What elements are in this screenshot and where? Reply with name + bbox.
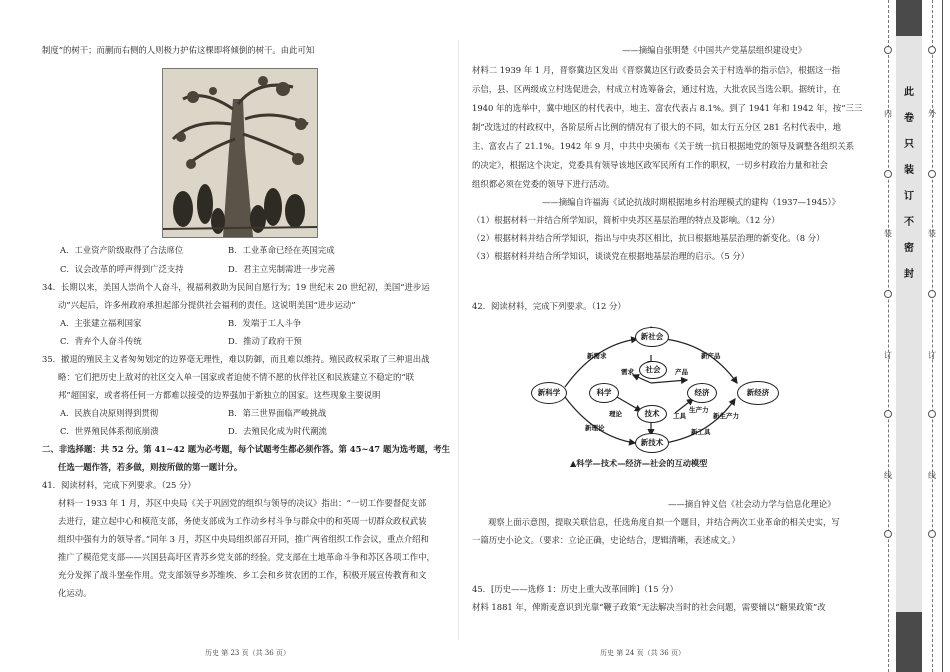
seal-char: 订 bbox=[904, 191, 914, 202]
label-new-demand: 新需求 bbox=[587, 352, 607, 360]
q35-line-3: 邦”超国家，或者将任何一方都难以接受的边界强加于新独立的国家。这些现象主要说明 bbox=[58, 390, 381, 400]
seal-char: 封 bbox=[904, 269, 914, 280]
binding-hole bbox=[928, 46, 936, 54]
label-productivity: 生产力 bbox=[689, 406, 709, 414]
node-new-science: 新科学 bbox=[531, 382, 567, 404]
seal-band-bottom-block bbox=[896, 612, 922, 672]
q35-option-b[interactable]: B．第三世界面临严峻挑战 bbox=[228, 408, 327, 418]
page-divider bbox=[458, 40, 459, 640]
q41-req-2: （2）根据材料并结合所学知识，指出与中央苏区相比，抗日根据地基层治理的新变化。（8 分） bbox=[472, 233, 825, 243]
source-3: ——摘自钟义信《社会动力学与信息化理论》 bbox=[668, 499, 836, 509]
outer-label: 装 bbox=[928, 229, 936, 238]
q33-option-b[interactable]: B．工业革命已经在英国完成 bbox=[228, 245, 335, 255]
q33-option-c[interactable]: C．议会改革的呼声得到广泛支持 bbox=[60, 264, 184, 274]
outer-label: 线 bbox=[928, 471, 936, 480]
q42-text-line-1: 观察上面示意图，提取关联信息，任选角度自拟一个题目，并结合两次工业革命的相关史实，写 bbox=[488, 517, 840, 527]
label-theory: 理论 bbox=[609, 410, 622, 418]
q41-req-3: （3）根据材料并结合所学知识，谈谈党在根据地基层治理的启示。（5 分） bbox=[472, 251, 750, 261]
q33-option-a[interactable]: A．工业资产阶级取得了合法席位 bbox=[60, 245, 184, 255]
node-new-technology: 新技术 bbox=[635, 433, 669, 453]
outer-dashed-line bbox=[932, 0, 933, 672]
material2-line-3: 1940 年的选举中，冀中地区的村代表中，地主、富农代表占 8.1%。到了 1941 年和 1942 年，按“三三 bbox=[472, 103, 863, 113]
q41-material1-line-2: 去进行，建立起中心和模范支部，务使支部成为工作动乡村斗争与群众中的和英周一切群众政权武装 bbox=[58, 516, 427, 526]
label-new-productivity: 新生产力 bbox=[713, 412, 739, 420]
inner-label: 装 bbox=[884, 229, 892, 238]
q42-intro: 42．阅读材料，完成下列要求。（12 分） bbox=[472, 301, 626, 311]
woodcut-drawing bbox=[163, 69, 317, 237]
part2-heading-line-1: 二、非选择题：共 52 分。第 41~42 题为必考题，每个试题考生都必须作答。第 45~47 题为选考题，考生 bbox=[42, 444, 451, 454]
material2-line-6: 的决定》，根据这个决定，党委具有领导该地区政军民所有工作的职权，一切乡村政治力量和社会 bbox=[472, 160, 828, 170]
q34-option-b[interactable]: B．发端于工人斗争 bbox=[228, 318, 302, 328]
binding-hole bbox=[884, 530, 892, 538]
node-technology: 技术 bbox=[637, 405, 667, 423]
seal-char: 装 bbox=[904, 165, 914, 176]
woodcut-illustration bbox=[162, 68, 318, 238]
seal-char: 只 bbox=[904, 139, 914, 150]
q35-line-1: 35．撤退的殖民主义者匆匆划定的边界毫无理性，难以防御，而且难以维持。殖民政权采取了三种退出战 bbox=[42, 354, 430, 364]
label-product: 产品 bbox=[675, 368, 688, 376]
right-edge-line bbox=[942, 0, 943, 672]
q33-stem-end: 制度”的树干；而蒯而右侧的人则极力护佑这棵即将倾倒的树干。由此可知 bbox=[42, 45, 315, 55]
q41-material1-line-6: 化运动。 bbox=[58, 588, 92, 598]
outer-label: 订 bbox=[928, 351, 936, 360]
node-new-society: 新社会 bbox=[635, 327, 669, 347]
binding-hole bbox=[884, 290, 892, 298]
q41-intro: 41．阅读材料，完成下列要求。（25 分） bbox=[42, 480, 196, 490]
label-new-theory: 新理论 bbox=[585, 424, 605, 432]
part2-heading-line-2: 任选一题作答，若多做，则按所做的第一题计分。 bbox=[58, 462, 243, 472]
q41-material1-line-3: 组织中强有力的领导者。”同年 3 月，苏区中央局组织部召开同，推广两省组织工作会议，重点介绍和 bbox=[58, 534, 429, 544]
diagram-caption: ▲科学—技术—经济—社会的互动模型 bbox=[570, 458, 708, 468]
node-society: 社会 bbox=[639, 361, 667, 379]
q41-material1-line-5: 充分发挥了战斗堡垒作用。党支部领导乡苏维埃、乡工会和乡贫农团的工作，积极开展宣传教育和文 bbox=[58, 570, 427, 580]
label-new-tool: 新工具 bbox=[691, 428, 711, 436]
q35-option-a[interactable]: A．民族自决原则得到贯彻 bbox=[60, 408, 159, 418]
label-tool: 工具 bbox=[673, 412, 686, 420]
node-science: 科学 bbox=[589, 383, 619, 403]
footer-right: 历史 第 24 页（共 36 页） bbox=[600, 649, 685, 657]
source-1: ——摘编自张明楚《中国共产党基层组织建设史》 bbox=[622, 45, 807, 55]
label-new-product: 新产品 bbox=[701, 352, 721, 360]
source-2: ——摘编自许福海《试论抗战时期根据地乡村治理模式的建构（1937—1945）》 bbox=[542, 197, 841, 207]
material2-line-7: 组织都必须在党委的领导下进行活动。 bbox=[472, 179, 615, 189]
q45-title: 45．[历史——选修 1：历史上重大改革回眸]（15 分） bbox=[472, 584, 678, 594]
material2-line-4: 制”改选过的村政权中，各阶层所占比例的情况有了很大的不同，如太行五分区 281 名村代表中，地 bbox=[472, 122, 841, 132]
q33-option-d[interactable]: D．君主立宪制需进一步完善 bbox=[228, 264, 336, 274]
q41-material1-line-4: 推广了模范党支部——兴国县高圩区青苏乡党支部的经验。党支部在土地革命斗争和苏区各项工作中， bbox=[58, 552, 435, 562]
q34-line-1: 34．长期以来，美国人崇尚个人奋斗，视福利救助为民间自愿行为；19 世纪末 20 世纪初，美国“进步运 bbox=[42, 282, 430, 292]
binding-hole bbox=[928, 530, 936, 538]
q35-option-d[interactable]: D．去殖民化成为时代潮流 bbox=[228, 426, 327, 436]
binding-hole bbox=[928, 410, 936, 418]
binding-hole bbox=[884, 170, 892, 178]
q35-line-2: 略：它们把历史上敌对的社区交入单一国家或者迫使不情不愿的伙伴社区和民族建立不稳定的“联 bbox=[58, 372, 415, 382]
seal-char: 此 bbox=[904, 87, 914, 98]
q41-material1-line-1: 材料一 1933 年 1 月，苏区中央局《关于巩固党的组织与领导的决议》指出：“一切工作要督促支部 bbox=[58, 498, 427, 508]
seal-notice bbox=[896, 80, 922, 288]
footer-left: 历史 第 23 页（共 36 页） bbox=[205, 649, 290, 657]
q34-option-a[interactable]: A．主张建立福利国家 bbox=[60, 318, 142, 328]
binding-hole bbox=[884, 46, 892, 54]
q34-option-c[interactable]: C．背弃个人奋斗传统 bbox=[60, 336, 142, 346]
inner-dashed-line bbox=[888, 0, 889, 672]
seal-char: 卷 bbox=[904, 113, 914, 124]
material2-line-5: 主、富农占了 21.1%。1942 年 9 月，中共中央颁布《关于统一抗日根据地党的领导及调整各组织关系 bbox=[472, 141, 855, 151]
binding-hole bbox=[928, 170, 936, 178]
inner-label: 订 bbox=[884, 351, 892, 360]
inner-label: 线 bbox=[884, 471, 892, 480]
seal-char: 密 bbox=[904, 243, 914, 254]
material2-line-1: 材料二 1939 年 1 月，晋察冀边区发出《晋察冀边区行政委员会关于村选举的指示信》，根据这一指 bbox=[472, 65, 841, 75]
q42-text-line-2: 一篇历史小论文。（要求：立论正确，史论结合，逻辑清晰，表述成文。） bbox=[472, 535, 740, 545]
material2-line-2: 示信，县、区两级成立村选促进会，村成立村选筹备会，通过村选，大批农民当选公职。据统计，在 bbox=[472, 84, 841, 94]
seal-char: 不 bbox=[904, 217, 914, 228]
q34-line-2: 动”兴起后，许多州政府承担起部分提供社会福利的责任。这说明美国“进步运动” bbox=[58, 300, 356, 310]
node-new-economy: 新经济 bbox=[737, 381, 779, 405]
q35-option-c[interactable]: C．世界殖民体系彻底崩溃 bbox=[60, 426, 159, 436]
q41-req-1: （1）根据材料一并结合所学知识，简析中央苏区基层治理的特点及影响。（12 分） bbox=[472, 215, 780, 225]
inner-label: 内 bbox=[884, 109, 892, 118]
q34-option-d[interactable]: D．推动了政府干预 bbox=[228, 336, 302, 346]
node-economy: 经济 bbox=[687, 383, 717, 403]
seal-band-top-block bbox=[896, 0, 922, 36]
outer-label: 外 bbox=[928, 109, 936, 118]
label-demand: 需求 bbox=[621, 368, 634, 376]
q45-material-line: 材料 1881 年，俾斯麦意识到光靠“鞭子政策”无法解决当时的社会问题，需要辅以“糖果政策”改 bbox=[472, 602, 826, 612]
seal-band bbox=[896, 0, 922, 672]
binding-hole bbox=[928, 290, 936, 298]
binding-hole bbox=[884, 410, 892, 418]
